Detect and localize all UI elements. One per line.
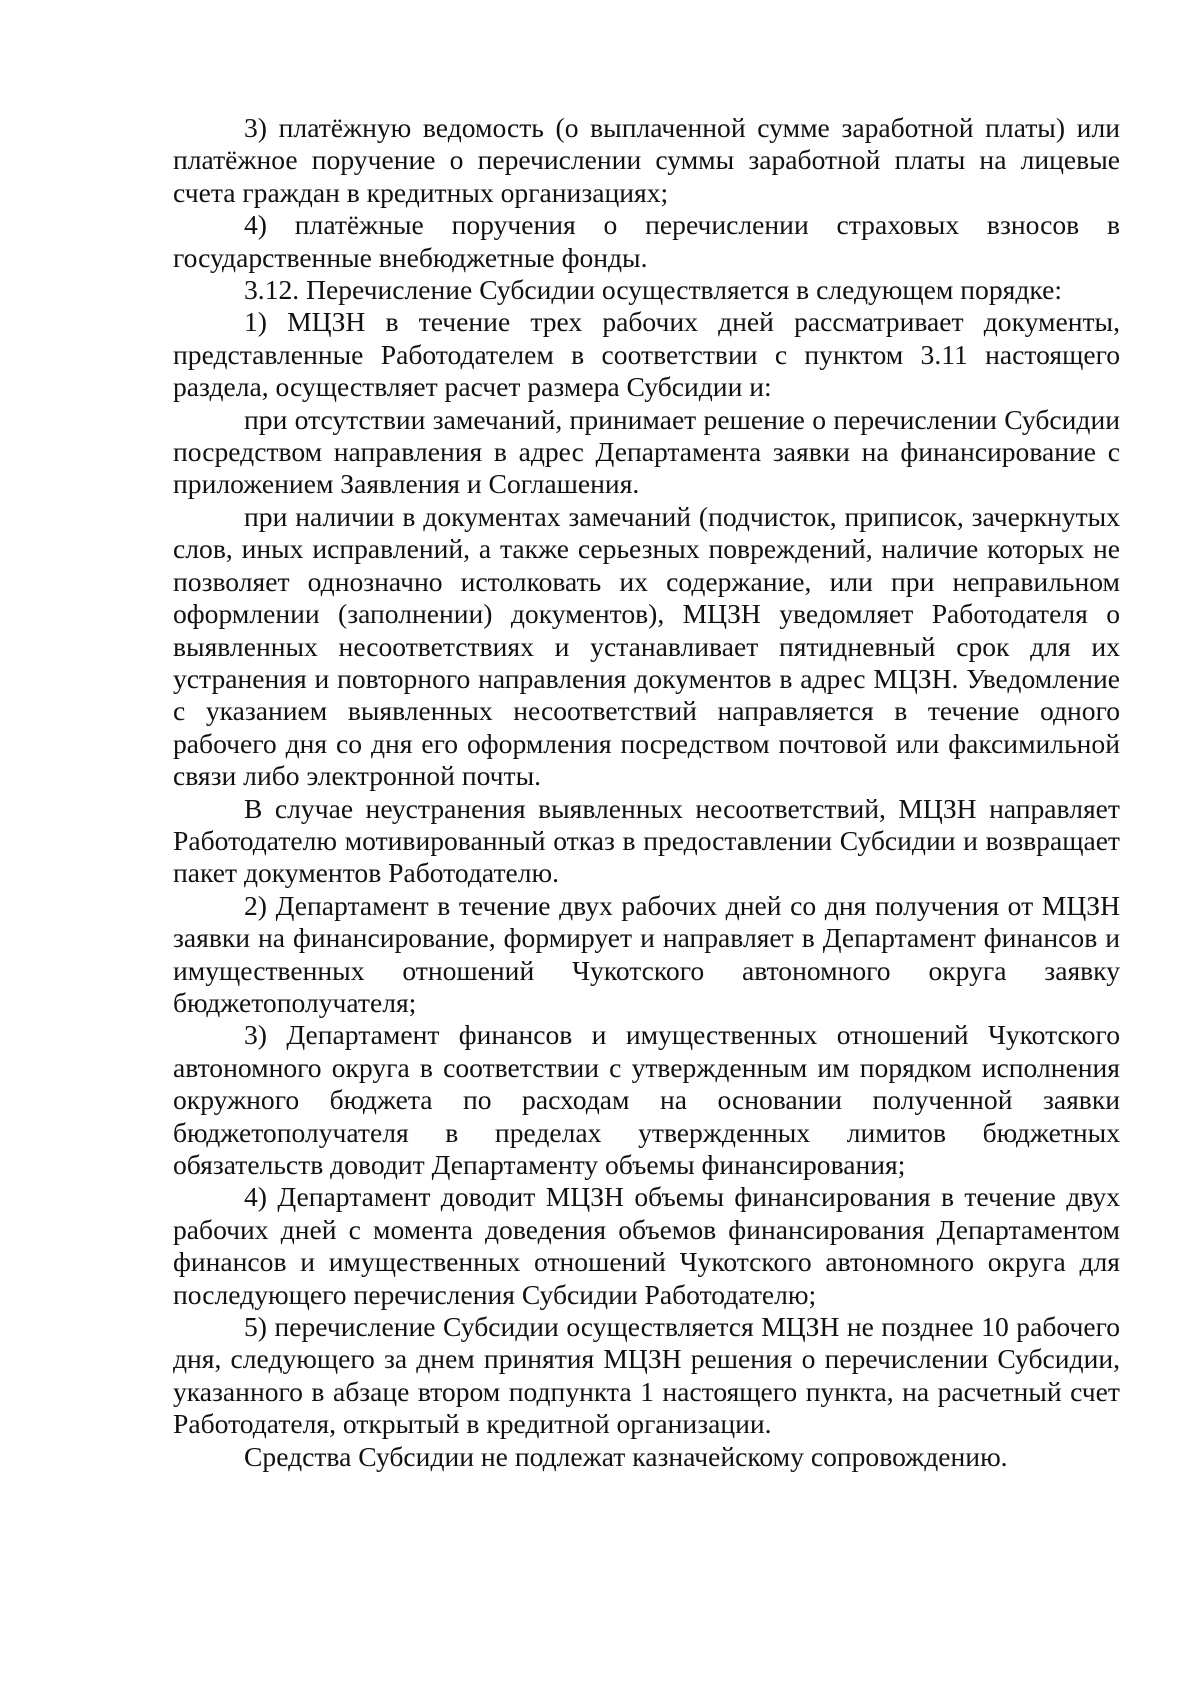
paragraph-step-4-funding: 4) Департамент доводит МЦЗН объемы финансирования в течение двух рабочих дней с момента доведения объемов финансирования Департаментом финансов и имущественных отношений Чукотского автономного округа для последующего перечисления Субсидии Работодателю; bbox=[173, 1181, 1120, 1310]
paragraph-step-2-department: 2) Департамент в течение двух рабочих дней со дня получения от МЦЗН заявки на финансирование, формирует и направляет в Департамент финансов и имущественных отношений Чукотского автономного округа заявку бюджетополучателя; bbox=[173, 889, 1120, 1018]
paragraph-item-4-payment-orders: 4) платёжные поручения о перечислении страховых взносов в государственные внебюджетные фонды. bbox=[173, 209, 1120, 273]
paragraph-no-remarks: при отсутствии замечаний, принимает решение о перечислении Субсидии посредством направления в адрес Департамента заявки на финансирование с приложением Заявления и Соглашения. bbox=[173, 403, 1120, 500]
paragraph-step-5-transfer: 5) перечисление Субсидии осуществляется МЦЗН не позднее 10 рабочего дня, следующего за днем принятия МЦЗН решения о перечислении Субсидии, указанного в абзаце втором подпункта 1 настоящего пункта, на расчетный счет Работодателя, открытый в кредитной организации. bbox=[173, 1311, 1120, 1440]
paragraph-refusal: В случае неустранения выявленных несоответствий, МЦЗН направляет Работодателю мотивированный отказ в предоставлении Субсидии и возвращает пакет документов Работодателю. bbox=[173, 792, 1120, 889]
paragraph-section-3-12: 3.12. Перечисление Субсидии осуществляется в следующем порядке: bbox=[244, 274, 1063, 306]
paragraph-step-3-finance: 3) Департамент финансов и имущественных отношений Чукотского автономного округа в соответствии с утвержденным им порядком исполнения окружного бюджета по расходам на основании полученной заявки бюджетополучателя в пределах утвержденных лимитов бюджетных обязательств доводит Департаменту объемы финансирования; bbox=[173, 1019, 1120, 1180]
paragraph-step-1-review: 1) МЦЗН в течение трех рабочих дней рассматривает документы, представленные Работодателем в соответствии с пунктом 3.11 настоящего раздела, осуществляет расчет размера Субсидии и: bbox=[173, 306, 1120, 403]
document-page bbox=[173, 112, 1120, 1473]
paragraph-item-3-payroll: 3) платёжную ведомость (о выплаченной сумме заработной платы) или платёжное поручение о перечислении суммы заработной платы на лицевые счета граждан в кредитных организациях; bbox=[173, 112, 1120, 208]
paragraph-treasury-note: Средства Субсидии не подлежат казначейскому сопровождению. bbox=[244, 1440, 1008, 1472]
paragraph-with-remarks: при наличии в документах замечаний (подчисток, приписок, зачеркнутых слов, иных исправлений, а также серьезных повреждений, наличие которых не позволяет однозначно истолковать их содержание, или при неправильном оформлении (заполнении) документов), МЦЗН уведомляет Работодателя о выявленных несоответствиях и устанавливает пятидневный срок для их устранения и повторного направления документов в адрес МЦЗН. Уведомление с указанием выявленных несоответствий направляется в течение одного рабочего дня со дня его оформления посредством почтовой или факсимильной связи либо электронной почты. bbox=[173, 500, 1120, 792]
